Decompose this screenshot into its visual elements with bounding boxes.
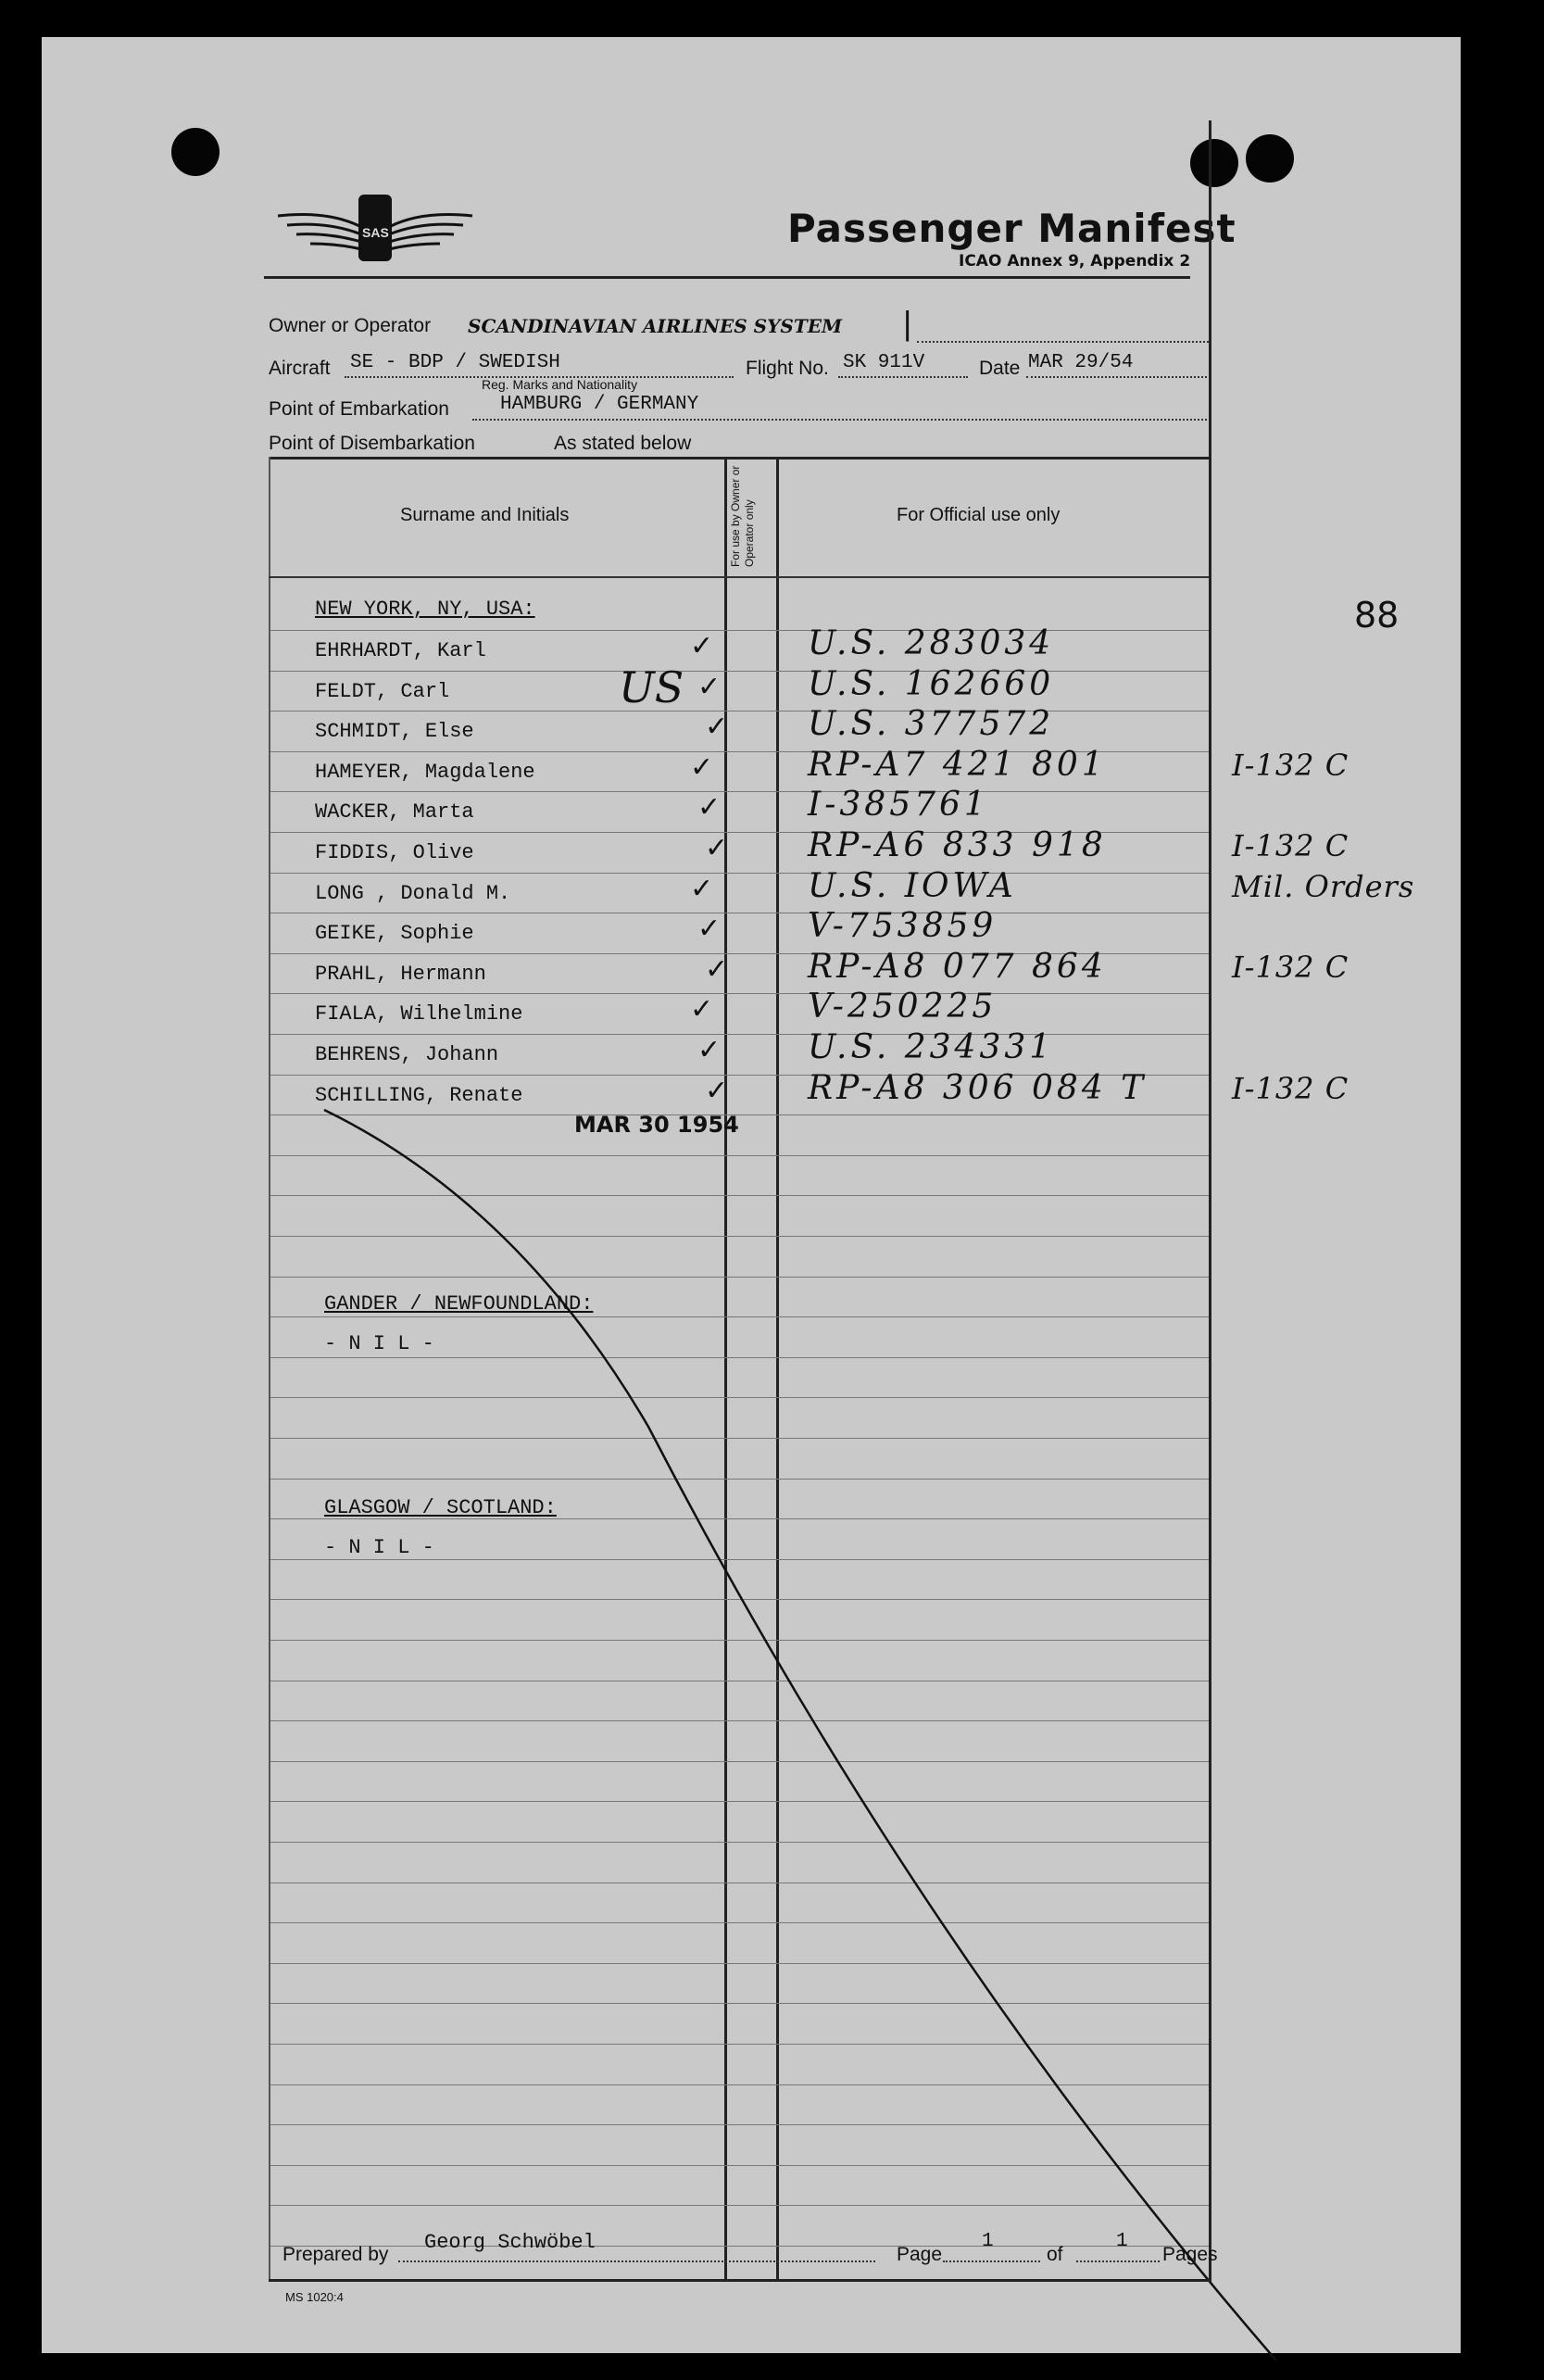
nil-gander: - N I L - (324, 1332, 434, 1355)
owner-slash: | (903, 304, 912, 342)
official-number: RP-A6 833 918 (808, 826, 1107, 864)
passenger-name: LONG , Donald M. (315, 882, 511, 905)
check-mark: ✓ (697, 791, 722, 824)
owner-value: SCANDINAVIAN AIRLINES SYSTEM (468, 315, 843, 337)
date-value: MAR 29/54 (1028, 352, 1134, 373)
passenger-name: GEIKE, Sophie (315, 922, 474, 945)
passenger-name: FIDDIS, Olive (315, 841, 474, 864)
prepared-by-label: Prepared by (282, 2244, 389, 2265)
prepared-by-value: Georg Schwöbel (424, 2231, 596, 2254)
official-note: I-132 C (1232, 1071, 1349, 1106)
passenger-name: HAMEYER, Magdalene (315, 761, 535, 784)
section-heading-newyork: NEW YORK, NY, USA: (315, 598, 535, 621)
check-mark: ✓ (690, 630, 714, 662)
manifest-title: Passenger Manifest (787, 206, 1236, 251)
section-heading-gander: GANDER / NEWFOUNDLAND: (324, 1292, 594, 1316)
passenger-name: SCHMIDT, Else (315, 720, 474, 743)
disembarkation-label: Point of Disembarkation (269, 433, 475, 454)
check-mark: ✓ (705, 711, 729, 743)
col-header-official: For Official use only (897, 505, 1061, 525)
check-mark: ✓ (690, 993, 714, 1026)
official-note: I-132 C (1232, 950, 1349, 985)
aircraft-sub: Reg. Marks and Nationality (482, 377, 638, 392)
passenger-name: FELDT, Carl (315, 680, 450, 703)
official-number: U.S. 377572 (808, 705, 1055, 743)
flight-value: SK 911V (843, 352, 925, 373)
of-label: of (1047, 2244, 1063, 2265)
official-number: U.S. 283034 (808, 624, 1055, 662)
official-number: U.S. IOWA (808, 867, 1017, 905)
manifest-subtitle: ICAO Annex 9, Appendix 2 (959, 252, 1191, 271)
official-number: I-385761 (808, 786, 989, 824)
official-number: V-753859 (808, 907, 998, 945)
check-mark: ✓ (705, 953, 729, 986)
passenger-name: BEHRENS, Johann (315, 1043, 499, 1066)
official-number: U.S. 234331 (808, 1028, 1055, 1066)
page-value: 1 (982, 2231, 994, 2252)
aircraft-label: Aircraft (269, 358, 331, 379)
official-note: I-132 C (1232, 748, 1349, 783)
date-stamp: MAR 30 1954 (574, 1112, 739, 1138)
of-value: 1 (1116, 2231, 1128, 2252)
official-number: RP-A8 077 864 (808, 948, 1107, 986)
passenger-name: EHRHARDT, Karl (315, 639, 486, 662)
page-label: Page (897, 2244, 943, 2265)
embarkation-label: Point of Embarkation (269, 398, 449, 420)
disembarkation-value: As stated below (554, 433, 692, 454)
pages-label: Pages (1162, 2244, 1218, 2265)
check-mark: ✓ (705, 1075, 729, 1107)
official-note: I-132 C (1232, 828, 1349, 863)
section-heading-glasgow: GLASGOW / SCOTLAND: (324, 1496, 557, 1519)
official-number: RP-A7 421 801 (808, 746, 1107, 784)
check-mark: ✓ (690, 873, 714, 905)
passenger-name: SCHILLING, Renate (315, 1084, 523, 1107)
check-mark: ✓ (690, 751, 714, 784)
page-number: 88 (1354, 595, 1400, 636)
form-number: MS 1020:4 (285, 2290, 344, 2304)
official-number: V-250225 (808, 988, 998, 1026)
check-mark: ✓ (697, 913, 722, 945)
passenger-name: FIALA, Wilhelmine (315, 1002, 523, 1026)
embarkation-value: HAMBURG / GERMANY (500, 394, 699, 415)
logo-text: SAS (362, 225, 389, 240)
owner-label: Owner or Operator (269, 315, 432, 336)
col-header-surname: Surname and Initials (400, 505, 570, 525)
date-label: Date (979, 358, 1021, 379)
official-number: RP-A8 306 084 T (808, 1069, 1148, 1107)
col-header-owner-text: For use by Owner or Operator only (729, 465, 756, 567)
official-note: Mil. Orders (1232, 869, 1415, 904)
check-mark: ✓ (705, 832, 729, 864)
passenger-name: WACKER, Marta (315, 800, 474, 824)
passenger-name: PRAHL, Hermann (315, 963, 486, 986)
nil-glasgow: - N I L - (324, 1536, 434, 1559)
official-number: U.S. 162660 (808, 665, 1055, 703)
aircraft-value: SE - BDP / SWEDISH (350, 352, 560, 373)
us-handwritten-mark: US (619, 662, 684, 712)
check-mark: ✓ (697, 1034, 722, 1066)
flight-label: Flight No. (746, 358, 829, 379)
check-mark: ✓ (697, 671, 722, 703)
